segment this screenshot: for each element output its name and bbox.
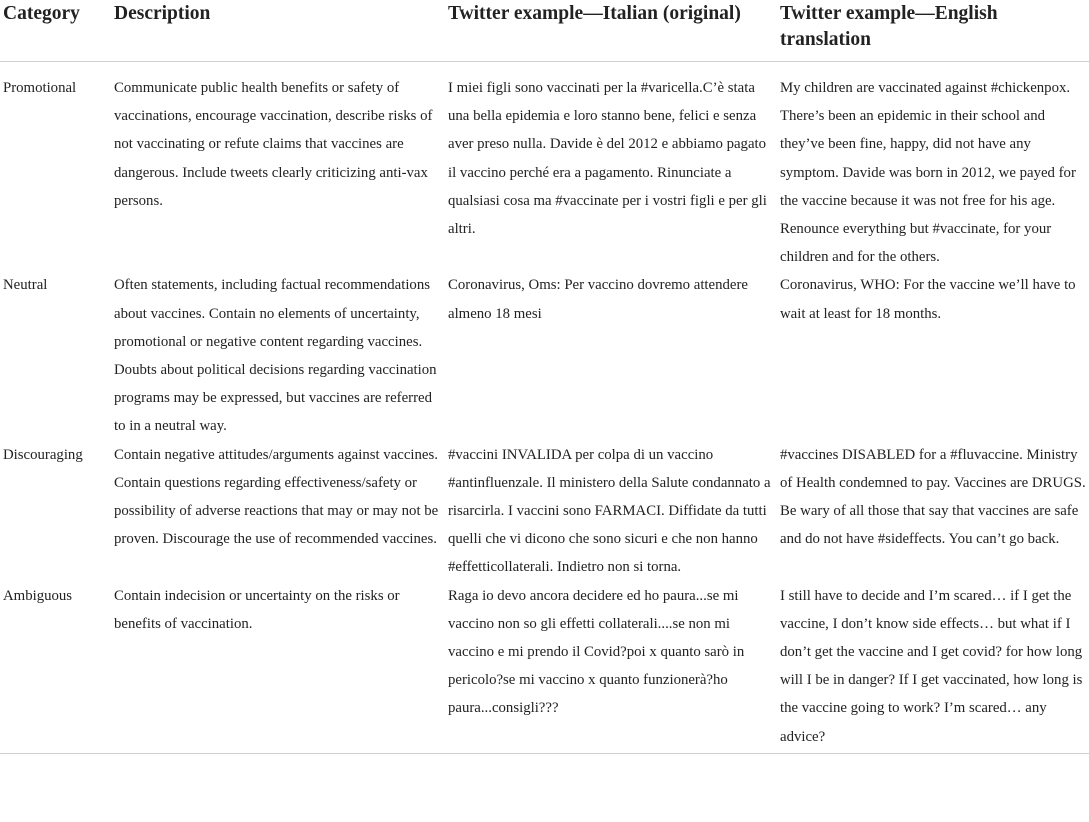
cell-english-translation: I still have to decide and I’m scared… if I get the vaccine, I don’t know side effects… but what if I don’t get the vaccine and I get covid? for how long will I be in danger? If I get vaccinated, how long is the vaccine going to work? I’m scared… any advice? [780, 587, 1083, 745]
table-row [0, 441, 1089, 582]
cell-description: Communicate public health benefits or safety of vaccinations, encourage vaccination, describe risks of not vaccinating or refute claims that vaccines are dangerous. Include tweets clearly criticizing anti-vax persons. [114, 80, 433, 209]
cell-description: Contain indecision or uncertainty on the risks or benefits of vaccination. [114, 587, 400, 632]
cell-italian-example: I miei figli sono vaccinati per la #varicella.C’è stata una bella epidemia e loro stanno bene, felici e senza aver preso nulla. Davide è del 2012 e abbiamo pagato il vaccino perché era a pagamento. Rinunciate a qualsiasi cosa ma #vaccinate per i vostri figli e per gli altri. [448, 80, 767, 238]
header-english-translation: Twitter example—English translation [780, 3, 998, 50]
cell-italian-example: #vaccini INVALIDA per colpa di un vaccino #antinfluenzale. Il ministero della Salute condannato a risarcirla. I vaccini sono FARMACI. Diffidate da tutti quelli che vi dicono che sono sicuri e che non hanno #effetticollaterali. Indietro non si torna. [448, 446, 771, 576]
table-body [0, 62, 1089, 754]
table-row [0, 582, 1089, 754]
cell-english-translation: My children are vaccinated against #chickenpox. There’s been an epidemic in their school and they’ve been fine, happy, did not have any symptom. Davide was born in 2012, we payed for the vaccine because it was not free for his age. Renounce everything but #vaccinate, for your children and for the others. [780, 80, 1076, 266]
cell-english-translation: Coronavirus, WHO: For the vaccine we’ll have to wait at least for 18 months. [780, 277, 1076, 322]
table-row [0, 62, 1089, 272]
header-row [0, 0, 1089, 62]
header-italian-example: Twitter example—Italian (original) [448, 3, 741, 24]
cell-italian-example: Coronavirus, Oms: Per vaccino dovremo attendere almeno 18 mesi [448, 277, 748, 322]
cell-description: Contain negative attitudes/arguments against vaccines. Contain questions regarding effectiveness/safety or possibility of adverse reactions that may or may not be proven. Discourage the use of recommended vaccines. [114, 446, 439, 548]
header-category: Category [3, 3, 80, 24]
cell-category: Ambiguous [3, 587, 73, 604]
cell-english-translation: #vaccines DISABLED for a #fluvaccine. Ministry of Health condemned to pay. Vaccines are DRUGS. Be wary of all those that say that vaccines are safe and do not have #sideffects. You can’t go back. [780, 446, 1086, 548]
header-description: Description [114, 3, 211, 24]
cell-category: Discouraging [3, 446, 83, 463]
cell-category: Neutral [3, 277, 48, 294]
cell-italian-example: Raga io devo ancora decidere ed ho paura...se mi vaccino non so gli effetti collaterali....se non mi vaccino e mi prendo il Covid?poi x quanto sarò in pericolo?se mi vaccino x quanto funzionerà?ho paura...consigli??? [448, 587, 745, 717]
cell-category: Promotional [3, 80, 77, 96]
table-row [0, 271, 1089, 440]
table-header [0, 0, 1089, 62]
cell-description: Often statements, including factual recommendations about vaccines. Contain no elements of uncertainty, promotional or negative content regarding vaccines. Doubts about political decisions regarding vaccination programs may be expressed, but vaccines are referred to in a neutral way. [114, 277, 437, 435]
